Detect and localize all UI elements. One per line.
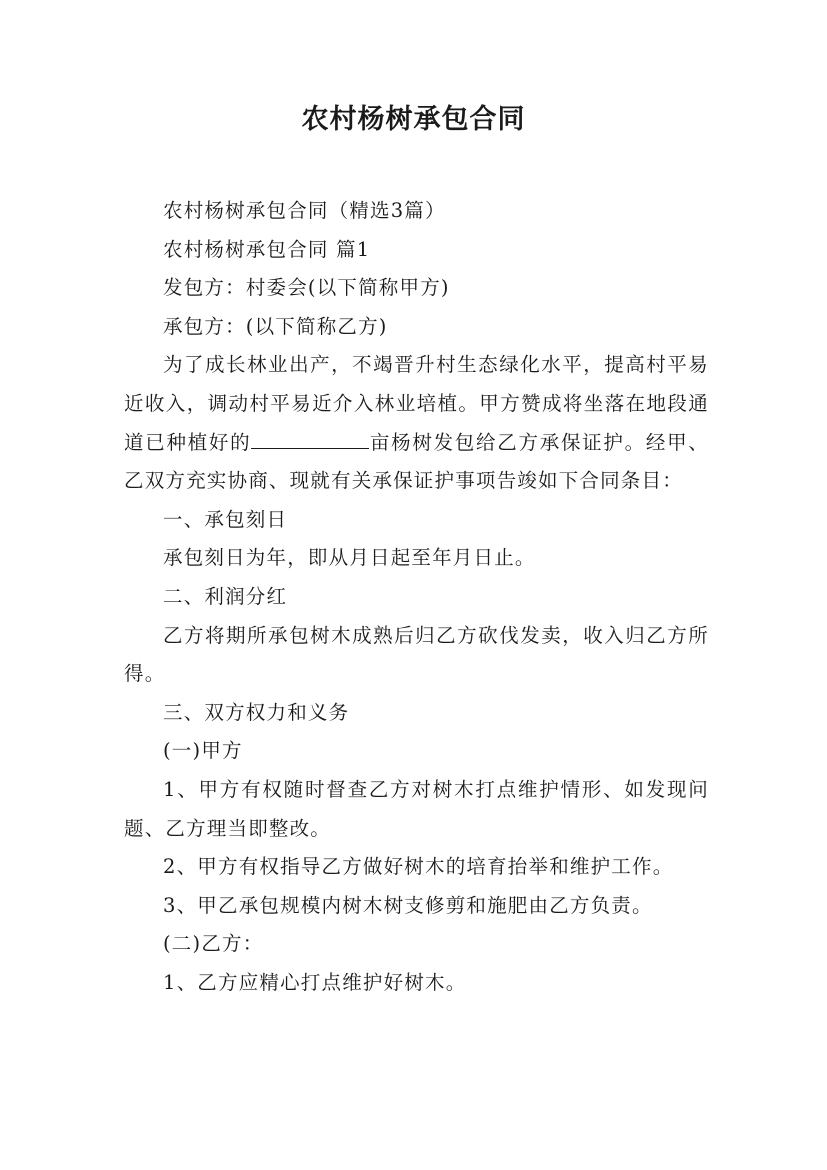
clause-heading-rights: 三、双方权力和义务	[163, 700, 350, 724]
clause-party-b-item-1: 1、乙方应精心打点维护好树木。	[163, 970, 467, 994]
purpose-text-after-blank: 亩杨树发包给乙方承保证护。经甲、乙双方充实协商、现就有关承保证护事项告竣如下合同条目：	[124, 430, 710, 493]
clause-term-text: 承包刻日为年，即从月日起至年月日止。	[163, 546, 536, 570]
paragraph-purpose	[124, 346, 709, 500]
fill-in-blank-line	[251, 430, 369, 449]
paragraph-subtitle: 农村杨树承包合同（精选3篇）	[163, 199, 446, 222]
document-title: 农村杨树承包合同	[301, 104, 526, 135]
clause-heading-profit: 二、利润分红	[163, 584, 288, 608]
paragraph-section-heading: 农村杨树承包合同 篇1	[163, 237, 371, 261]
paragraph-party-a: 发包方：村委会(以下简称甲方)	[163, 276, 450, 300]
clause-subheading-party-b: (二)乙方：	[163, 932, 264, 956]
clause-heading-term: 一、承包刻日	[163, 507, 288, 531]
clause-subheading-party-a: (一)甲方	[163, 739, 243, 763]
clause-profit-text: 乙方将期所承包树木成熟后归乙方砍伐发卖，收入归乙方所得。	[124, 623, 709, 686]
clause-party-a-item-1: 1、甲方有权随时督查乙方对树木打点维护情形、如发现问题、乙方理当即整改。	[124, 777, 709, 840]
paragraph-party-b: 承包方：(以下简称乙方)	[163, 314, 388, 338]
clause-party-a-item-2: 2、甲方有权指导乙方做好树木的培育抬举和维护工作。	[163, 855, 674, 879]
purpose-text-before-blank: 为了成长林业出产，不竭晋升村生态绿化水平，提高村平易近收入，调动村平易近介入林业培植。甲方赞成将坐落在地段通道已种植好的	[124, 353, 709, 454]
clause-party-a-item-3: 3、甲乙承包规模内树木树支修剪和施肥由乙方负责。	[163, 893, 653, 917]
document-body	[124, 192, 709, 1002]
